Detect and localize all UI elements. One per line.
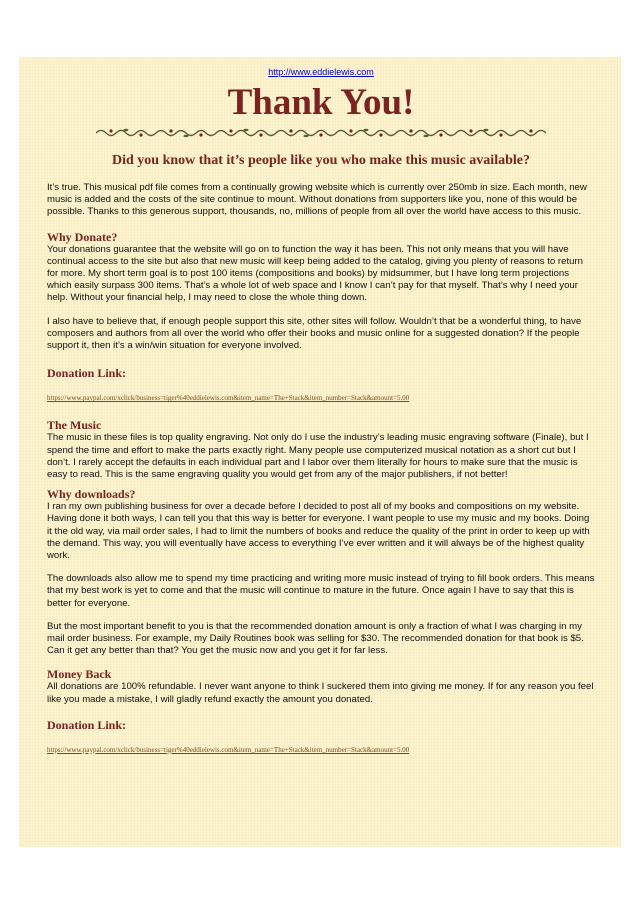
why-downloads-paragraph-3: But the most important benefit to you is that the recommended donation amount is only a fraction of what I was charging in my mail order business. For example, my Daily Routines book was selling for $30. The recommended donation for that book is $5. Can it get any better than that? You get the music now and you get it for far less. [47, 620, 584, 657]
page-title: Thank You! [227, 82, 415, 123]
intro-paragraph: It’s true. This musical pdf file comes from a continually growing website which is currently over 250mb in size. Each month, new music is added and the costs of the site continue to mount. Without donations from supporters like you, none of this would be possible. Thanks to this generous support, thousands, no, millions of people from all over the world have access to this music. [47, 182, 587, 218]
money-back-heading: Money Back [47, 667, 112, 682]
why-downloads-paragraph-1: I ran my own publishing business for over a decade before I decided to post all of my books and compositions on my website. Having done it both ways, I can tell you that this way is better for everyone. I want people to use my music and my books. Doing it the old way, via mail order sales, I had to limit the numbers of books and reduce the quality of the print in order to keep up with the demand. This way, you will eventually have access to everything I’ve ever written and it will always be of the highest quality work. [47, 501, 590, 562]
donation-link-1[interactable]: https://www.paypal.com/xclick/business=tiger%40eddielewis.com&item_name=The+Stack&item_number=Stack&amount=5.00 [47, 394, 410, 403]
site-url-link[interactable]: http://www.eddielewis.com [268, 67, 374, 77]
donation-link-heading-2: Donation Link: [47, 717, 127, 732]
the-music-paragraph: The music in these files is top quality engraving. Not only do I use the industry’s leading music engraving software (Finale), but I spend the time and effort to make the parts exactly right. Many people use computerized musical notation as a short cut but I don’t. I rarely accept the defaults in each individual part and I labor over them literally for hours to make sure that the music is easy to read. This is the same engraving quality you would get from any of the major publishers, if not better! [47, 432, 589, 481]
why-donate-heading: Why Donate? [47, 229, 118, 244]
page-subtitle: Did you know that it’s people like you who make this music available? [112, 153, 530, 168]
document-page [19, 57, 621, 847]
page-content [47, 57, 595, 756]
why-donate-paragraph-2: I also have to believe that, if enough people support this site, other sites will follow. Wouldn’t that be a wonderful thing, to have composers and authors from all over the world who offer their books and music online for a suggested donation? If the people support it, then it’s a win/win situation for everyone involved. [47, 315, 582, 352]
donation-link-heading-1: Donation Link: [47, 366, 127, 381]
why-downloads-heading: Why downloads? [47, 487, 136, 502]
money-back-paragraph: All donations are 100% refundable. I never want anyone to think I suckered them into giving me money. If for any reason you feel like you made a mistake, I will gladly refund exactly the amount you donated. [47, 681, 594, 705]
the-music-heading: The Music [47, 418, 102, 433]
why-downloads-paragraph-2: The downloads also allow me to spend my time practicing and writing more music instead of trying to fill book orders. This means that my best work is yet to come and that the music will continue to mature in the future. Once again I have to say that this is better for everyone. [47, 573, 595, 609]
decorative-vine-divider [96, 127, 546, 139]
why-donate-paragraph-1: Your donations guarantee that the website will go on to function the way it has been. This not only means that you will have continual access to the site but also that new music will keep being added to the catalog, giving you plenty of reasons to return for more. My short term goal is to post 100 items (compositions and books) by midsummer, but I have long term projections which easily surpass 300 items. That’s a whole lot of web space and I know I can’t pay for that myself. That’s why I need your help. Without your financial help, I may need to close the whole thing down. [47, 243, 583, 304]
donation-link-2[interactable]: https://www.paypal.com/xclick/business=tiger%40eddielewis.com&item_name=The+Stack&item_number=Stack&amount=5.00 [47, 745, 410, 754]
